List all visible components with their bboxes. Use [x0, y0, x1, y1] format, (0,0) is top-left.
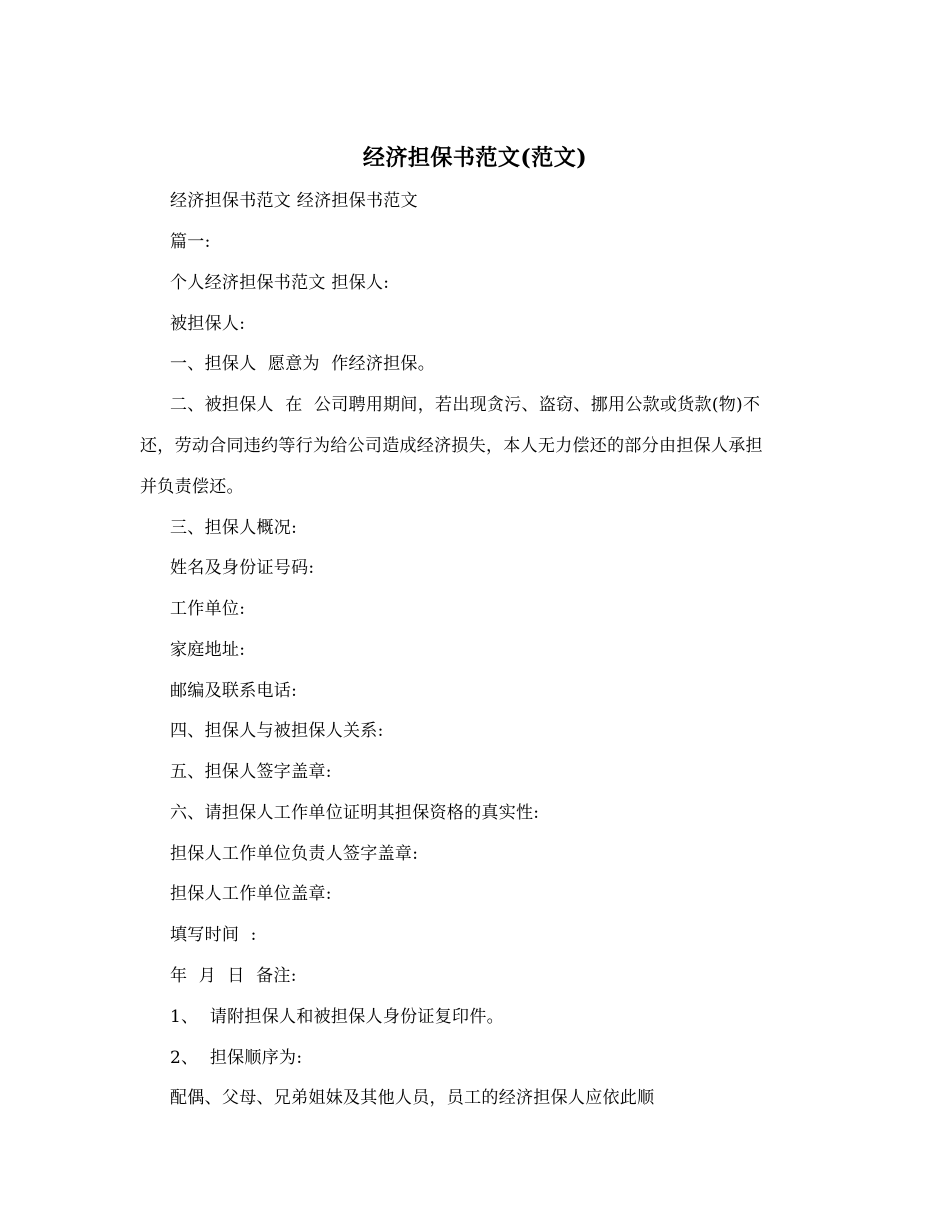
clause-3-line: 三、担保人概况: — [170, 518, 298, 538]
clause-4-line: 四、担保人与被担保人关系: — [170, 721, 384, 741]
date-remarks-line: 年 月 日 备注: — [170, 966, 297, 986]
unit-seal-line: 担保人工作单位盖章: — [170, 884, 332, 904]
subtitle-line: 经济担保书范文 经济担保书范文 — [170, 191, 418, 211]
note-2-detail-line: 配偶、父母、兄弟姐妹及其他人员，员工的经济担保人应依此顺 — [170, 1088, 655, 1108]
clause-5-line: 五、担保人签字盖章: — [170, 762, 332, 782]
home-address-line: 家庭地址: — [170, 640, 246, 660]
note-1-line: 1、 请附担保人和被担保人身份证复印件。 — [170, 1007, 504, 1027]
guaranteed-line: 被担保人: — [170, 314, 246, 334]
note-2-line: 2、 担保顺序为: — [170, 1048, 303, 1068]
postcode-phone-line: 邮编及联系电话: — [170, 681, 298, 701]
section-label-line: 篇一: — [170, 232, 211, 252]
clause-2-end-line: 并负责偿还。 — [140, 477, 244, 497]
clause-2-line: 二、被担保人 在 公司聘用期间，若出现贪污、盗窃、挪用公款或货款(物)不 — [170, 395, 761, 415]
guarantor-line: 个人经济担保书范文 担保人: — [170, 273, 390, 293]
fill-time-line: 填写时间 : — [170, 925, 257, 945]
clause-1-line: 一、担保人 愿意为 作经济担保。 — [170, 354, 436, 374]
clause-6-line: 六、请担保人工作单位证明其担保资格的真实性: — [170, 803, 540, 823]
document-title: 经济担保书范文(范文) — [362, 145, 588, 171]
name-id-line: 姓名及身份证号码: — [170, 558, 315, 578]
clause-2-continuation-line: 还，劳动合同违约等行为给公司造成经济损失，本人无力偿还的部分由担保人承担 — [140, 436, 763, 456]
work-unit-line: 工作单位: — [170, 599, 246, 619]
unit-head-signature-line: 担保人工作单位负责人签字盖章: — [170, 844, 419, 864]
